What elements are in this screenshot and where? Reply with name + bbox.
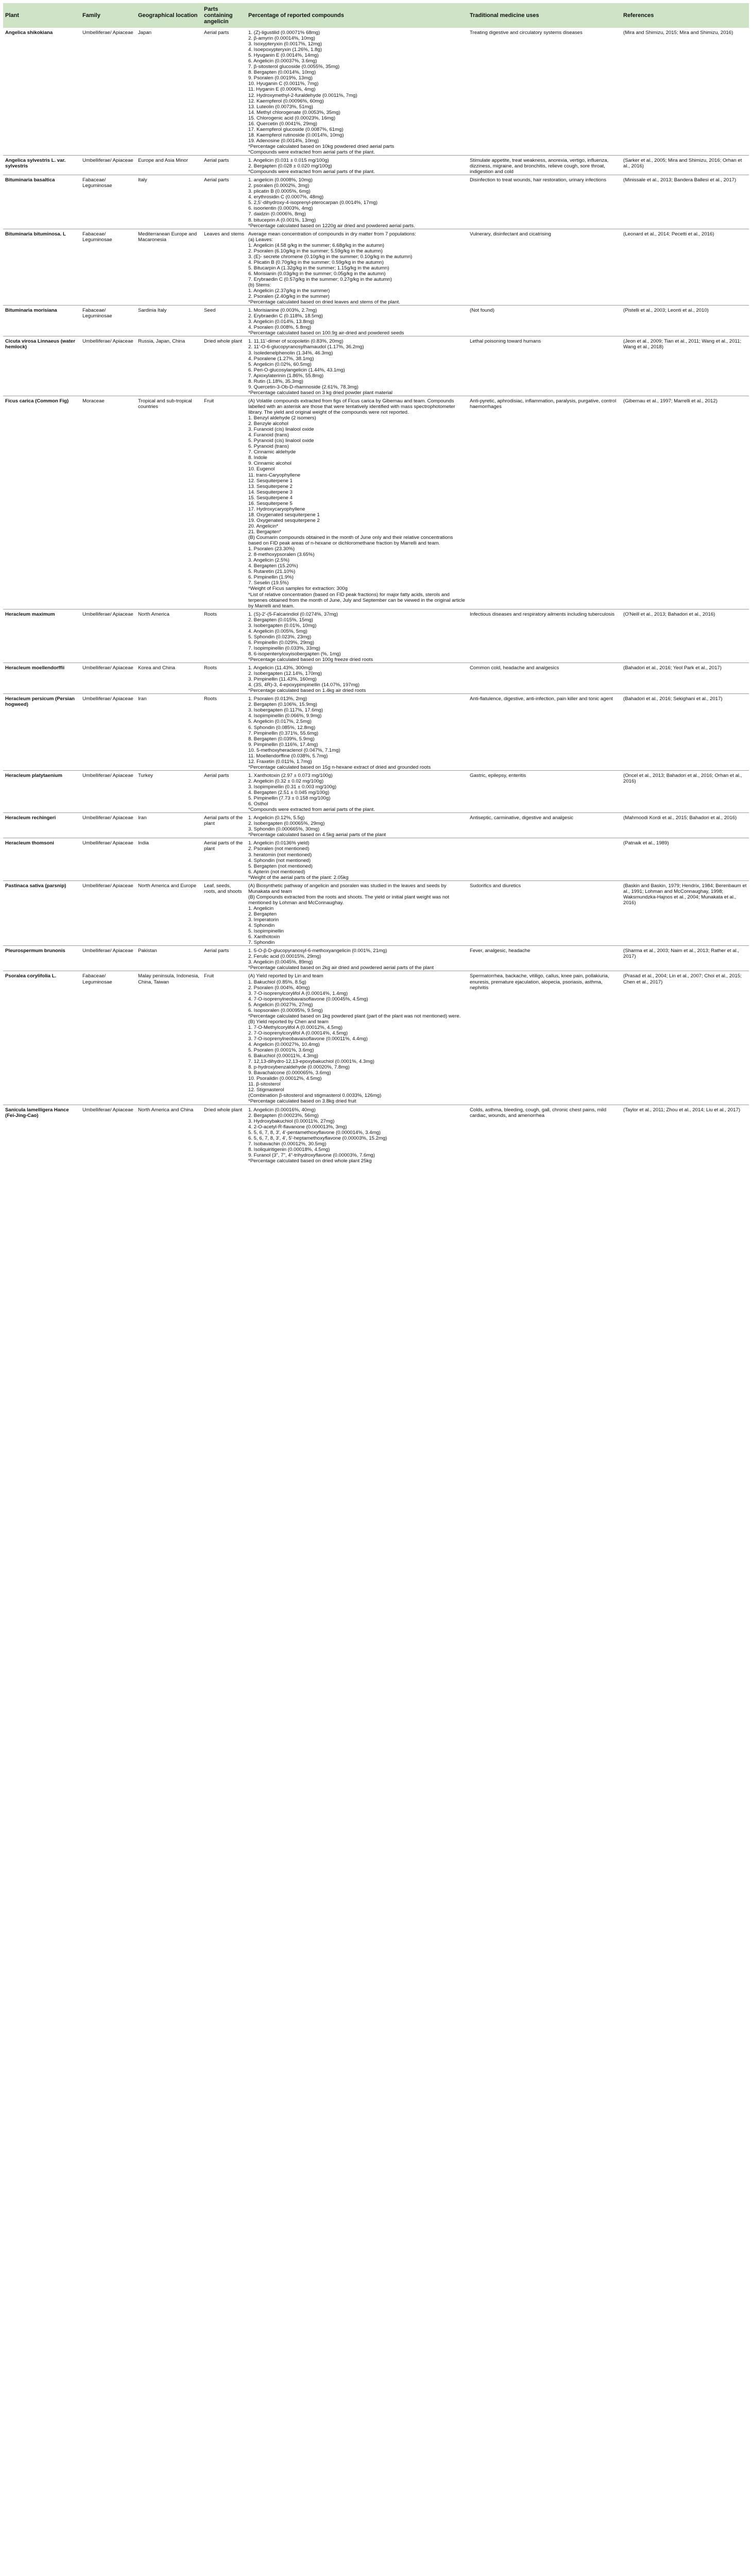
plant-name: Ficus carica (Common Fig): [5, 398, 69, 404]
parts: Aerial parts: [204, 948, 229, 954]
compounds: 1. 11,11'-dimer of scopoletin (0.83%, 20mg) 2. 11'-O-6-glucopyranosylhamaudol (1.17%, 36.2mg) 3. Isoledenelphenolin (1.34%, 46.3mg) 4. Psoralene (1.27%, 38.1mg) 5. Angelicin (0.02%, 60.5mg) 6. Peri-O-glucosylangelicin (1.44%, 43.1mg) 7. Apioxylaterinin (1.86%, 55.8mg) 8. Rutin (1.18%, 35.3mg) 9. Quercetin-3-Ob-D-rhamnoside (2.61%, 78.3mg) *Percentage calculated based on 3 kg dried powder plant material: [248, 338, 392, 396]
location: India: [138, 840, 149, 846]
parts: Aerial parts: [204, 30, 229, 36]
medicine-uses: Common cold, headache and analgesics: [470, 665, 559, 671]
medicine-uses: Fever, analgesic, headache: [470, 948, 531, 954]
header-plant: Plant: [3, 3, 80, 28]
references: (Leonard et al., 2014; Pecetti et al., 2016): [623, 231, 714, 237]
family: Umbelliferae/ Apiaceae: [82, 1107, 133, 1113]
compounds: 1. Angelicin (11.43%, 300mg) 2. Isobergapten (12.14%, 170mg) 3. Pimpinellin (11.43%, 160mg) 4. (3S, 4R)-3, 4-epoxypimpinellin (14.07%, 197mg) *Percentage calculated based on 1.4kg air dried roots: [248, 665, 366, 694]
references: (Mahmoodi Kordi et al., 2015; Bahadori et al., 2016): [623, 815, 737, 821]
family: Moraceae: [82, 398, 105, 404]
location: Sardinia Italy: [138, 308, 167, 314]
location: Italy: [138, 177, 147, 183]
parts: Roots: [204, 665, 217, 671]
location: Korea and China: [138, 665, 176, 671]
location: North America: [138, 611, 169, 617]
medicine-uses: Gastric, epilepsy, enteritis: [470, 772, 526, 778]
references: (Oncel et al., 2013; Bahadori et al., 2016; Orhan et al., 2016): [623, 772, 742, 784]
table-header: [3, 3, 749, 28]
parts: Aerial parts of the plant: [204, 840, 243, 852]
header-family: Family: [80, 3, 136, 28]
medicine-uses: Stimulate appetite, treat weakness, anorexia, vertigo, influenza, dizziness, migraine, and bronchitis, relieve cough, sore throat, indigestion and cold: [470, 158, 609, 175]
parts: Roots: [204, 696, 217, 702]
references: (Jeon et al., 2009; Tian et al., 2011; Wang et al., 2011; Wang et al., 2018): [623, 338, 742, 350]
table-row: [3, 971, 749, 1105]
references: (Taylor et al., 2011; Zhou et al., 2014; Liu et al., 2017): [623, 1107, 741, 1113]
plant-name: Psoralea corylifolia L.: [5, 973, 57, 979]
references: (Bahadori et al., 2016; Sekighani et al., 2017): [623, 696, 723, 702]
medicine-uses: [468, 838, 621, 880]
medicine-uses: Lethal poisoning toward humans: [470, 338, 541, 345]
medicine-uses: Anti-flatulence, digestive, anti-infection, pain killer and tonic agent: [470, 696, 613, 702]
compounds: (A) Volatile compounds extracted from figs of Ficus carica by Gibernau and team. Compounds labelled with an asterisk are those that were tentatively identified with mass spectrophotometer library. The yield and original weight of the compounds were not reported. 1. Benzyl aldehyde (2 isomers) 2. Benzyle alcohol 3. Furanoid (cis) linalool oxide 4. Furanoid (trans) 5. Pyranoid (cis) linalool oxide 6. Pyranoid (trans) 7. Cinnamic aldehyde 8. Indole 9. Cinnamic alcohol 10. Eugenol 11. trans-Caryophyllene 12. Sesquiterpene 1 13. Sesquiterpene 2 14. Sesquiterpene 3 15. Sesquiterpene 4 16. Sesquiterpene 5 17. Hydroxycaryophyllene 18. Oxygenated sesquiterpene 1 19. Oxygenated sesquiterpene 2 20. Angelicin* 21. Bergapten* (B) Coumarin compounds obtained in the month of June only and their relative concentrations based on FID peak areas of n-hexane or dichloromethane fraction by Marrelli and team. 1. Psoralen (23.30%) 2. 8-methoxypsoralen (3.65%) 3. Angelicin (2.5%) 4. Bergapten (15.20%) 5. Rutaretin (21.10%) 6. Pimpinellin (1.9%) 7. Seselin (19.5%) *Weight of Ficus samples for extraction: 300g *List of relative concentration (based on FID peak fractions) for major fatty acids, sterols and terpenes obtained from the month of June, July and September can be viewed in the original article by Marrelli and team.: [248, 398, 465, 609]
family: Umbelliferae/ Apiaceae: [82, 30, 133, 36]
compounds: 1. Morisianine (0.003%, 2.7mg) 2. Erybraedin C (0.118%, 18.5mg) 3. Angelicin (0.014%, 13.8mg) 4. Psoralen (0.008%, 5.8mg) *Percentage calculated based on 100.9g air-dried and powdered seeds: [248, 308, 404, 336]
table-body: [3, 28, 749, 1164]
medicine-uses: Anti-pyretic, aphrodisiac, inflammation, paralysis, purgative, control haemorrhages: [470, 398, 617, 410]
table-row: [3, 770, 749, 812]
plant-name: Bituminaria basaltica: [5, 177, 55, 183]
table-row: [3, 336, 749, 396]
plant-name: Heracleum persicum (Persian hogweed): [5, 696, 75, 708]
plant-name: Heracleum maximum: [5, 611, 55, 617]
family: Umbelliferae/ Apiaceae: [82, 815, 133, 821]
references: (O'Neill et al., 2013; Bahadori et al., 2016): [623, 611, 715, 617]
table-row: [3, 229, 749, 306]
table-row: [3, 306, 749, 336]
medicine-uses: Antiseptic, carminative, digestive and analgesic: [470, 815, 574, 821]
location: Malay peninsula, Indonesia, China, Taiwan: [138, 973, 199, 985]
compounds: (A) Biosynthetic pathway of angelicin and psoralen was studied in the leaves and seeds by Munakata and team (B) Compounds extracted from the roots and shoots. The yield or initial plant weight was not mentioned by Lohman and McConnaughay. 1. Angelicin 2. Bergapten 3. Imperatorin 4. Sphondin 5. Isopimpinellin 6. Xanthotoxin 7. Sphondin: [248, 883, 450, 946]
medicine-uses: Vulnerary, disinfectant and cicatrising: [470, 231, 551, 237]
parts: Leaves and stems: [204, 231, 244, 237]
compounds: 1. (Z)-ligustilid (0.00071% 68mg) 2. β-amyrin (0.00014%, 10mg) 3. Isoxypteryxin (0.0017%, 12mg) 4. Isoepoxypteryxin (1.26%, 1.8g) 5. Hyuganin E (0.0014%, 14mg) 6. Angelicin (0.00037%, 3.6mg) 7. β-sitosterol glucoside (0.0055%, 35mg) 8. Bergapten (0.0014%, 10mg) 9. Psoralen (0.0019%, 13mg) 10. Hyuganin C (0.0011%, 7mg) 11. Hyganin E (0.0006%, 4mg) 12. Hydroxymethyl-2-furaldehyde (0.0011%, 7mg) 12. Kaempferol (0.00096%, 60mg) 13. Luteolin (0.0073%, 51mg) 14. Methyl chlorogenate (0.0053%, 35mg) 15. Chlorogenic acid (0.00023%, 16mg) 16. Quercetin (0.0041%, 29mg) 17. Kaempferol glucoside (0.0087%, 61mg) 18. Kaempferol rutinoside (0.0014%, 10mg) 19. Adenosine (0.0014%, 10mg) *Percentage calculated based on 10kg powdered dried aerial parts *Compounds were extracted from aerial parts of the plant.: [248, 30, 395, 155]
plant-name: Bituminaria morisiana: [5, 308, 57, 314]
location: North America and Europe: [138, 883, 197, 889]
plant-name: Angelica shikokiana: [5, 30, 53, 36]
location: Europe and Asia Minor: [138, 158, 189, 164]
table-row: [3, 175, 749, 229]
table-row: [3, 946, 749, 971]
location: Iran: [138, 815, 147, 821]
plant-name: Heracleum thomsoni: [5, 840, 54, 846]
family: Umbelliferae/ Apiaceae: [82, 696, 133, 702]
parts: Aerial parts of the plant: [204, 815, 243, 827]
compounds: 1. Angelicin (0.00016%, 40mg) 2. Bergapten (0.00023%, 56mg) 3. Hydroxybakuchiol (0.00011%, 27mg) 4. 2-O-acetyl-R-flavanone (0.000013%, 3mg) 5. 5, 6, 7, 8, 3', 4'-pentamethoxyflavone (0.000014%, 3.4mg) 6. 5, 6, 7, 8, 3', 4', 5'-heptamethoxyflavone (0.00003%, 15.2mg) 7. Isobavachin (0.00012%, 30.5mg) 8. Isoliquiritigenin (0.00018%, 4.5mg) 9. Furanol (3", 7", 4"-trihydroxyflavone (0.00003%, 7.6mg) *Percentage calculated based on dried whole plant 25kg: [248, 1107, 387, 1164]
header-references: References: [621, 3, 749, 28]
medicine-uses: Disinfection to treat wounds, hair restoration, urinary infections: [470, 177, 607, 183]
family: Umbelliferae/ Apiaceae: [82, 158, 133, 164]
table-row: [3, 609, 749, 663]
plant-name: Cicuta virosa Linnaeus (water hemlock): [5, 338, 75, 350]
location: Pakistan: [138, 948, 157, 954]
references: (Prasad et al., 2004; Lin et al., 2007; Choi et al., 2015; Chen et al., 2017): [623, 973, 742, 985]
family: Fabaceae/ Leguminosae: [82, 973, 112, 985]
compounds: 1. Xanthotoxin (2.97 ± 0.073 mg/100g) 2. Angelicin (0.32 ± 0.02 mg/100g) 3. Isopimpinellin (0.31 ± 0.003 mg/100g) 4. Bergapten (2.51 ± 0.045 mg/100g) 5. Pimpinellin (7.73 ± 0.158 mg/100g) 6. Osthol *Compounds were extracted from aerial parts of the plant.: [248, 772, 375, 813]
plant-name: Heracleum moellendorffii: [5, 665, 65, 671]
medicine-uses: (Not found): [470, 308, 494, 314]
parts: Fruit: [204, 398, 214, 404]
table-row: [3, 1105, 749, 1164]
location: Turkey: [138, 772, 153, 778]
location: North America and China: [138, 1107, 194, 1113]
references: (Bahadori et al., 2016; Yeol Park et al., 2017): [623, 665, 722, 671]
medicine-uses: Colds, asthma, bleeding, cough, gall, chronic chest pains, mild cardiac, wounds, and amenorrhea: [470, 1107, 607, 1118]
parts: Dried whole plant: [204, 1107, 243, 1113]
family: Fabaceae/ Leguminosae: [82, 308, 112, 319]
compounds: 1. Psoralen (0.013%, 2mg) 2. Bergapten (0.106%, 15.9mg) 3. Isobergapten (0.117%, 17.6mg) 4. Isopimpinellin (0.066%, 9.9mg) 5. Angelicin (0.017%, 2.5mg) 6. Sphondin (0.085%, 12.8mg) 7. Pimpinellin (0.371%, 55.6mg) 8. Bergapten (0.039%, 5.9mg) 9. Pimpinellin (0.116%, 17.4mg) 10. 5-methoxyheraclenol (0.047%, 7.1mg) 11. Moellendorffine (0.038%, 5.7mg) 12. Fraxetin (0.011%, 1.7mg) *Percentage calculated based on 15g n-hexane extract of dried and grounded roots: [248, 696, 431, 770]
table-row: [3, 396, 749, 609]
table-row: [3, 813, 749, 838]
parts: Leaf, seeds, roots, and shoots: [204, 883, 242, 894]
parts: Roots: [204, 611, 217, 617]
parts: Fruit: [204, 973, 214, 979]
parts: Dried whole plant: [204, 338, 243, 345]
references: (Patnaik et al., 1989): [623, 840, 669, 846]
family: Umbelliferae/ Apiaceae: [82, 948, 133, 954]
location: Japan: [138, 30, 152, 36]
medicine-uses: Treating digestive and circulatory systems diseases: [470, 30, 583, 36]
references: (Minissale et al., 2013; Bandera Ballesi et al., 2017): [623, 177, 737, 183]
family: Umbelliferae/ Apiaceae: [82, 772, 133, 778]
medicine-uses: Spermatorrhea, backache, vitiligo, callus, knee pain, pollakiuria, enuresis, premature ejaculation, alopecia, psoriasis, asthma, nephritis: [470, 973, 609, 991]
table-row: [3, 838, 749, 880]
header-percentage: Percentage of reported compounds: [246, 3, 468, 28]
family: Umbelliferae/ Apiaceae: [82, 665, 133, 671]
references: (Mira and Shimizu, 2015; Mira and Shimizu, 2016): [623, 30, 733, 36]
compounds: Average mean concentration of compounds in dry matter from 7 populations: (a) Leaves: 1. Angelicin (4.58 g/kg in the summer; 6.68g/kg in the autumn) 2. Psoralen (6.10g/kg in the summer; 5.59g/kg in the autumn) 3. (E)- secrete chromene (0.10g/kg in the summer; 0.10g/kg in the autumn) 4. Plicatin B (0.70g/kg in the summer; 0.59g/kg in the autumn) 5. Bitucarpin A (1.32g/kg in the summer; 1.15g/kg in the autumn) 6. Morisianin (0.03g/kg in the summer; 0.05g/kg in the autumn) 7. Erybraedin C (0.57g/kg in the summer; 0.27g/kg in the autumn) (b) Stems: 1. Angelicin (2.37g/kg in the summer) 2. Psoralen (2.40g/kg in the summer) *Percentage calculated based on dried leaves and stems of the plant.: [248, 231, 416, 306]
compounds: 1. angelicin (0.0008%, 10mg) 2. psoralen (0.0002%, 3mg) 3. plicatin B (0.0005%, 6mg) 4. erythrosidin C (0.0007%, 48mg) 5. 2,5'-dihydroxy-4-isoprenyl-pterocarpan (0.0014%, 17mg) 6. isoorientin (0.0003%, 4mg) 7. daidzin (0.0006%, 8mg) 8. bituceprin A (0.001%, 13mg) *Percentage calculated based on 1220g air dried and powdered aerial parts.: [248, 177, 415, 229]
header-parts: Parts containing angelicin: [202, 3, 246, 28]
compounds: (A) Yield reported by Lin and team 1. Bakuchiol (0.85%, 8.5g) 2. Psoralen (0.004%, 40mg) 3. 7-O-isoprenylcorylifol A (0.00014%, 1.4mg) 4. 7-O-isoprenylneobavaisoflavone (0.00045%, 4.5mg) 5. Angelicin (0.0027%, 27mg) 6. Isopsoralen (0.00095%, 9.5mg) *Percentage calculated based on 1kg powdered plant (part of the plant was not mentioned) were. (B) Yield reported by Chen and team 1. 7-O-Methylcorylifol A (0.00012%, 4.5mg) 2. 7-O-isoprenylcorylifol A (0.00014%, 4.5mg) 3. 7-O-isoprenylneobavaisoflavone (0.00011%, 4.4mg) 4. Angelicin (0.00027%, 10.4mg) 5. Psoralen (0.0001%, 3.6mg) 6. Bakuchiol (0.00011%, 4.3mg) 7. 12,13-dihydro-12,13-epoxybakuchiol (0.0001%, 4.3mg) 8. p-hydroxybenzaldehyde (0.00020%, 7.8mg) 9. Bavachalcone (0.000065%, 3.6mg) 10. Psoralidin (0.00012%, 4.5mg) 11. β-sitosterol 12. Stigmasterol (Combination β-sitosterol and stigmasterol 0.0033%, 126mg) *Percentage calculated based on 3.8kg dried fruit: [248, 973, 461, 1105]
compound-table: [3, 3, 749, 1164]
family: Umbelliferae/ Apiaceae: [82, 611, 133, 617]
references: (Sarker et al., 2005; Mira and Shimizu, 2016; Orhan et al., 2016): [623, 158, 742, 170]
references: (Baskin and Baskin, 1979; Hendrix, 1984; Berenbaum et al., 1991; Lohman and McConnaughay, 1998; Waksmundzka-Hajnos et al., 2004; Munakata et al., 2016): [623, 883, 747, 906]
location: Mediterranean Europe and Macaronesia: [138, 231, 197, 243]
header-medicine: Traditional medicine uses: [468, 3, 621, 28]
compounds: 1. 5-O-β-D-glucopyranosyl-6-methoxyangelicin (0.001%, 21mg) 2. Ferulic acid (0.00015%, 29mg) 3. Angelicin (0.0045%, 89mg) *Percentage calculated based on 2kg air dried and powdered aerial parts of the plant: [248, 948, 434, 971]
family: Umbelliferae/ Apiaceae: [82, 338, 133, 345]
parts: Aerial parts: [204, 772, 229, 778]
compounds: 1. Angelicin (0.031 ± 0.015 mg/100g) 2. Bergapten (0.028 ± 0.020 mg/100g) *Compounds were extracted from aerial parts of the plant.: [248, 158, 375, 175]
compounds: 1. Angelicin (0.12%, 5.5g) 2. Isobergapten (0.00065%, 29mg) 3. Sphondin (0.000665%, 30mg) *Percentage calculated based on 4.5kg aerial parts of the plant: [248, 815, 386, 838]
plant-name: Heracleum rechingeri: [5, 815, 56, 821]
table-row: [3, 156, 749, 175]
compounds: 1. Angelicin (0.0136% yield) 2. Psoralen (not mentioned) 3. heratomin (not mentioned) 4. Sphondin (not mentioned) 5. Bergapten (not mentioned) 6. Apterin (not mentioned) *Weight of the aerial parts of the plant: 2.05kg: [248, 840, 349, 880]
medicine-uses: Infectious diseases and respiratory ailments including tuberculosis: [470, 611, 615, 617]
table-row: [3, 28, 749, 156]
plant-name: Sanicula lamelligera Hance (Fei-Jing-Cao): [5, 1107, 69, 1118]
plant-name: Heracleum platytaenium: [5, 772, 62, 778]
table-row: [3, 694, 749, 771]
location: Russia, Japan, China: [138, 338, 185, 345]
location: Tropical and sub-tropical countries: [138, 398, 192, 410]
plant-name: Angelica sylvestris L. var. sylvestris: [5, 158, 66, 170]
family: Umbelliferae/ Apiaceae: [82, 840, 133, 846]
plant-name: Bituminaria bituminosa. L: [5, 231, 66, 237]
references: (Sharma et al., 2003; Naim et al., 2013; Rather et al., 2017): [623, 948, 740, 960]
references: (Pistelli et al., 2003; Leonti et al., 2010): [623, 308, 709, 314]
parts: Aerial parts: [204, 158, 229, 164]
medicine-uses: Sudorifics and diuretics: [470, 883, 521, 889]
location: Iran: [138, 696, 147, 702]
compounds: 1. (S)-2'-(5-Falcarindiol (0.0274%, 37mg) 2. Bergapten (0.015%, 15mg) 3. Isobergapten (0.01%, 10mg) 4. Angelicin (0.005%, 5mg) 5. Sphondin (0.023%, 23mg) 6. Pimpinellin (0.029%, 29mg) 7. Isopimpinellin (0.033%, 33mg) 8. 6-isopentenyloxyisobergapten (%, 1mg) *Percentage calculated based on 100g freeze dried roots: [248, 611, 373, 663]
family: Fabaceae/ Leguminosae: [82, 231, 112, 243]
plant-name: Pleurospermum brunonis: [5, 948, 65, 954]
parts: Aerial parts: [204, 177, 229, 183]
parts: Seed: [204, 308, 216, 314]
plant-name: Pastinaca sativa (parsnip): [5, 883, 66, 889]
family: Fabaceae/ Leguminosae: [82, 177, 112, 189]
table-row: [3, 880, 749, 946]
header-location: Geographical location: [136, 3, 202, 28]
references: (Gibernau et al., 1997; Marrelli et al., 2012): [623, 398, 717, 404]
table-row: [3, 663, 749, 694]
family: Umbelliferae/ Apiaceae: [82, 883, 133, 889]
